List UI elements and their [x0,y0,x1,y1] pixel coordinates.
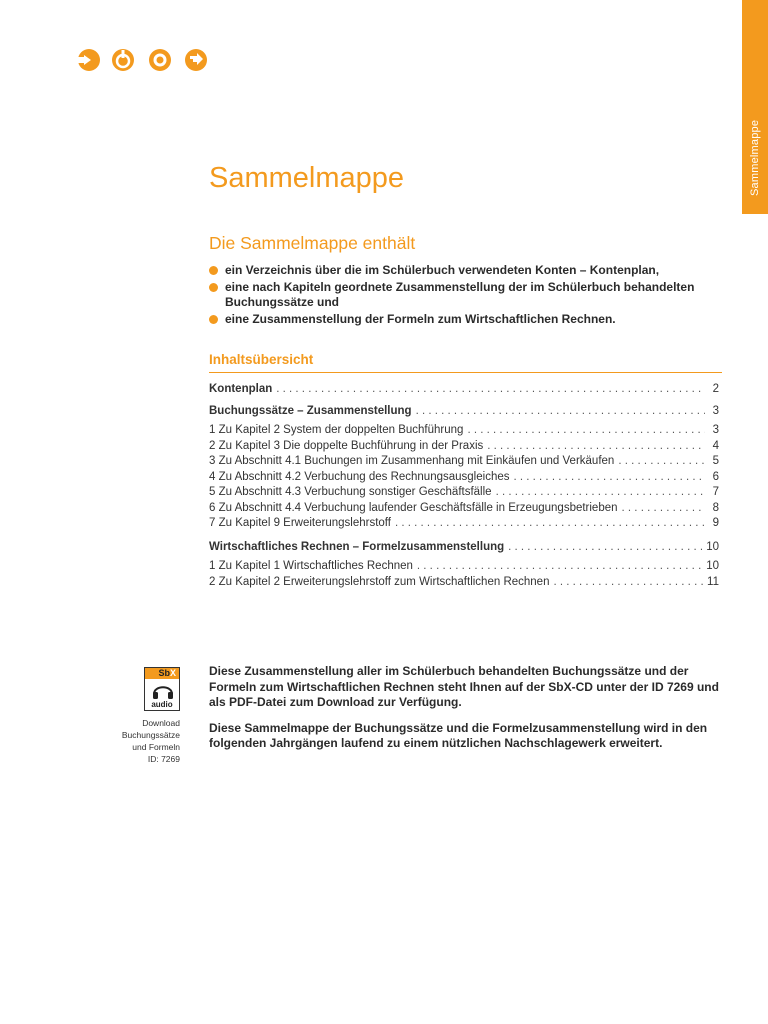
toc-entry-title: 3 Zu Abschnitt 4.1 Buchungen im Zusammenhang mit Einkäufen und Verkäufen [209,455,615,467]
toc-page-number: 8 [712,501,719,514]
side-tab-label: Sammelmappe [749,119,761,196]
info-paragraph: Diese Zusammenstellung aller im Schülerbuch behandelten Buchungssätze und der Formeln zum Wirtschaftlichen Rechnen steht Ihnen auf der SbX-CD unter der ID 7269 und als PDF-Datei zum Download zur Verfügung. [209,664,719,709]
toc-page-number: 11 [707,575,719,588]
toc-heading: Inhaltsübersicht [209,352,314,367]
toc-entry-row[interactable] [209,576,719,592]
toc-entry-title: 7 Zu Kapitel 9 Erweiterungslehrstoff [209,517,391,529]
bullet-text: eine Zusammenstellung der Formeln zum Wirtschaftlichen Rechnen. [225,311,616,326]
toc-entry-title: 5 Zu Abschnitt 4.3 Verbuchung sonstiger Geschäftsfälle [209,486,492,498]
toc-page-number: 6 [712,470,719,483]
toc-page-number: 10 [706,540,719,553]
side-tab [742,0,768,214]
toc-leader [513,471,705,483]
toc-group-row[interactable] [209,405,719,421]
toc-page-number: 2 [712,383,719,395]
toc-divider [209,372,722,373]
toc-page-number: 7 [712,486,719,498]
sbx-audio-badge[interactable] [144,667,180,711]
toc-entry-title: 2 Zu Kapitel 2 Erweiterungslehrstoff zum Wirtschaftlichen Rechnen [209,575,550,588]
toc-leader [416,405,705,417]
download-caption[interactable] [100,717,180,765]
headphones-icon [151,680,175,700]
bullet-dot-icon [209,315,218,324]
sbx-label [145,668,179,679]
toc-group-row[interactable] [209,541,719,557]
sbx-label-x: X [169,668,176,678]
page-title: Sammelmappe [209,162,405,194]
toc-page-number: 3 [712,404,719,417]
power-circle-icon [110,47,136,73]
toc-group-title: Buchungssätze – Zusammenstellung [209,404,412,417]
toc-entry-row[interactable] [209,486,719,502]
bullet-dot-icon [209,266,218,275]
audio-label: audio [151,700,173,709]
list-item [209,312,729,328]
toc-entry-title: 4 Zu Abschnitt 4.2 Verbuchung des Rechnungsausgleiches [209,470,510,483]
intro-bullet-list [209,263,729,328]
toc-leader [276,383,705,395]
caption-line: Download [142,718,180,728]
toc-leader [618,455,705,467]
caption-line: ID: 7269 [147,754,180,764]
toc-entry-title: 6 Zu Abschnitt 4.4 Verbuchung laufender Geschäftsfälle in Erzeugungsbetrieben [209,501,618,514]
toc-entry-row[interactable] [209,502,719,518]
toc-entry-row[interactable] [209,455,719,471]
arrow-right-circle-icon [76,47,102,73]
toc-leader [553,576,703,588]
bullet-text: ein Verzeichnis über die im Schülerbuch verwendeten Konten – Kontenplan, [225,263,660,277]
toc-group-title: Kontenplan [209,383,273,395]
toc-leader [487,440,705,452]
caption-line: und Formeln [132,742,180,752]
toc-page-number: 3 [712,424,719,436]
toc-group-title: Wirtschaftliches Rechnen – Formelzusammenstellung [209,540,505,553]
bullet-text: eine nach Kapiteln geordnete Zusammenstellung der im Schülerbuch behandelten Buchungssätze und [225,279,695,309]
info-text [209,664,729,762]
toc-entry-title: 1 Zu Kapitel 2 System der doppelten Buchführung [209,424,464,436]
toc-page-number: 10 [706,560,719,572]
info-paragraph: Diese Sammelmappe der Buchungssätze und die Formelzusammenstellung wird in den folgenden Jahrgängen laufend zu einem nützlichen Nachschlagewerk erweitert. [209,720,708,750]
target-circle-icon [147,47,173,73]
toc-entry-row[interactable] [209,440,719,456]
toc-leader [395,517,705,529]
arrow-return-circle-icon [183,47,209,73]
toc-leader [622,502,705,514]
toc-leader [467,424,705,436]
toc-page-number: 9 [712,517,719,529]
bullet-dot-icon [209,283,218,292]
toc-page-number: 5 [712,455,719,467]
toc-entry-row[interactable] [209,517,719,533]
list-item [209,263,729,279]
toc-leader [417,560,702,572]
sbx-label-sb: Sb [158,668,170,678]
toc-entry-title: 2 Zu Kapitel 3 Die doppelte Buchführung in der Praxis [209,439,484,452]
table-of-contents [209,383,719,591]
toc-entry-row[interactable] [209,424,719,440]
toc-group-row[interactable] [209,383,719,399]
intro-heading: Die Sammelmappe enthält [209,233,416,253]
toc-entry-row[interactable] [209,560,719,576]
toc-entry-title: 1 Zu Kapitel 1 Wirtschaftliches Rechnen [209,560,413,572]
toc-leader [508,541,702,553]
caption-line: Buchungssätze [121,730,180,740]
list-item [209,280,729,311]
toc-page-number: 4 [712,439,719,452]
toc-entry-row[interactable] [209,471,719,487]
toc-leader [496,486,705,498]
